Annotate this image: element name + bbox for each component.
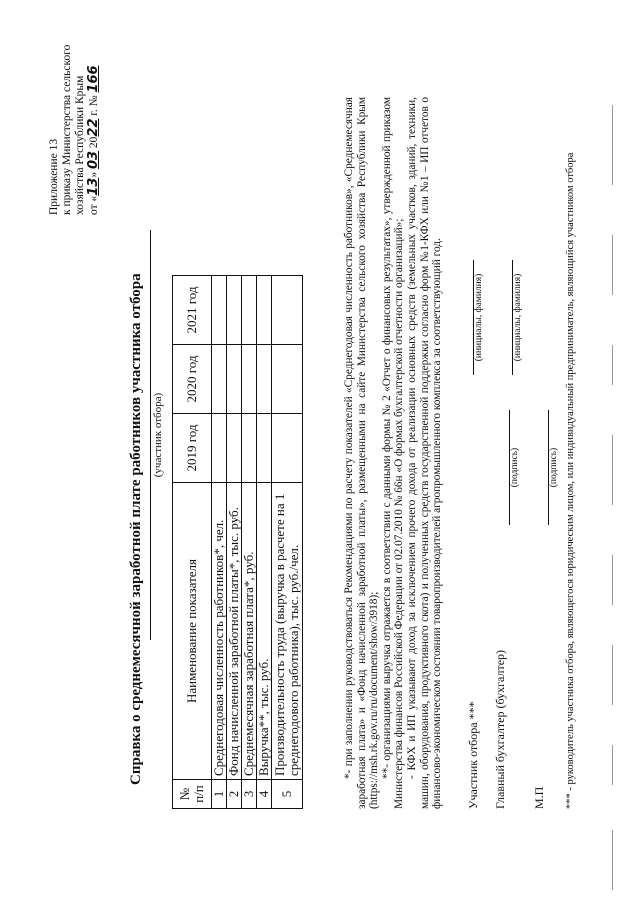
row-num: 5 bbox=[272, 780, 303, 809]
indicators-table bbox=[172, 275, 303, 809]
participant-caption: (участник отбора) bbox=[152, 392, 164, 478]
cell-2020 bbox=[242, 345, 257, 414]
note-paragraph: - КФХ и ИП указывают доход за исключением прочего дохода от реализации основных средств (земельных участков, зданий, техники, машин, оборудования, продуктивного скота) и полученных средств государственной поддержки согласно форм №1-КФХ или №1 – ИП отчетов о финансово-экономическом состоянии товаропроизводителей агропромышленного комплекса за соответствующий год. bbox=[405, 97, 444, 809]
participant-underline bbox=[150, 230, 151, 640]
accountant-signature-caption: (подпись) bbox=[510, 447, 520, 488]
date-month: 03 bbox=[86, 150, 101, 170]
scan-edge-mark bbox=[612, 745, 613, 785]
scan-edge-mark bbox=[612, 105, 613, 185]
cell-2019 bbox=[257, 414, 272, 483]
date-day: 13 bbox=[86, 177, 101, 196]
table-row bbox=[227, 276, 242, 809]
cell-2021 bbox=[242, 276, 257, 345]
header-2020: 2020 год bbox=[173, 345, 212, 414]
table-row bbox=[257, 276, 272, 809]
table-row bbox=[212, 276, 227, 809]
row-name: Среднегодовая численность работников*, чел. bbox=[212, 483, 227, 780]
scan-edge-mark bbox=[612, 830, 613, 890]
number-label: г. № bbox=[88, 95, 100, 116]
appendix-line-2: к приказу Министерства сельского bbox=[61, 44, 73, 215]
note-paragraph: *- при заполнении руководствоваться Рекомендациями по расчету показателей «Среднегодовая численность работников», «Среднемесячная заработная плата» и «Фонд начисленной заработной платы», размещенными на сайте Министерства сельского хозяйства Республики Крым (https://msh.rk.gov.ru/ru/document/show/3918); bbox=[343, 97, 381, 809]
table-row bbox=[272, 276, 303, 809]
year-suffix: 22 bbox=[86, 118, 101, 137]
participant-name-caption: (инициалы, фамилия) bbox=[474, 273, 484, 362]
header-2019: 2019 год bbox=[173, 414, 212, 483]
footnote: *** - руководитель участника отбора, являющегося юридическим лицом, или индивидуальный предприниматель, являющийся участником отбора bbox=[565, 152, 576, 809]
year-prefix: 20 bbox=[88, 136, 100, 149]
scan-edge-mark bbox=[612, 555, 613, 605]
scan-edge-mark bbox=[612, 345, 613, 385]
document-title: Справка о среднемесячной заработной плате работников участника отбора bbox=[128, 273, 144, 785]
cell-2019 bbox=[242, 414, 257, 483]
row-name: Среднемесячная заработная плата*, руб. bbox=[242, 483, 257, 780]
appendix-date-line bbox=[87, 15, 101, 215]
header-2021: 2021 год bbox=[173, 276, 212, 345]
appendix-line-1: Приложение 13 bbox=[48, 138, 60, 215]
row-num: 4 bbox=[257, 780, 272, 809]
participant-label: Участник отбора *** bbox=[466, 701, 480, 809]
appendix-line-3: хозяйства Республики Крым bbox=[74, 75, 86, 215]
cell-2019 bbox=[272, 414, 303, 483]
stamp-signature-caption: (подпись) bbox=[549, 447, 559, 488]
cell-2020 bbox=[272, 345, 303, 414]
header-num: № п/п bbox=[173, 780, 212, 809]
cell-2019 bbox=[227, 414, 242, 483]
notes-block bbox=[343, 97, 444, 809]
table-header-row bbox=[173, 276, 212, 809]
row-name: Выручка**, тыс. руб. bbox=[257, 483, 272, 780]
row-num: 1 bbox=[212, 780, 227, 809]
stamp-label: М.П bbox=[532, 786, 546, 809]
header-name: Наименование показателя bbox=[173, 483, 212, 780]
date-prefix: от « bbox=[88, 195, 100, 215]
cell-2019 bbox=[212, 414, 227, 483]
cell-2021 bbox=[227, 276, 242, 345]
date-sep: » bbox=[88, 171, 100, 178]
accountant-name-caption: (инициалы, фамилия) bbox=[513, 273, 523, 362]
cell-2020 bbox=[212, 345, 227, 414]
cell-2020 bbox=[227, 345, 242, 414]
cell-2021 bbox=[257, 276, 272, 345]
scan-edge-mark bbox=[612, 645, 613, 705]
cell-2021 bbox=[272, 276, 303, 345]
row-num: 2 bbox=[227, 780, 242, 809]
cell-2021 bbox=[212, 276, 227, 345]
row-num: 3 bbox=[242, 780, 257, 809]
row-name: Фонд начисленной заработной платы*, тыс. руб. bbox=[227, 483, 242, 780]
scan-edge-mark bbox=[612, 435, 613, 505]
scan-edge-mark bbox=[612, 235, 613, 295]
row-name: Производительность труда (выручка в расчете на 1 среднегодового работника), тыс. руб./чел. bbox=[272, 483, 303, 780]
appendix-header bbox=[48, 15, 101, 215]
table-row bbox=[242, 276, 257, 809]
chief-accountant-label: Главный бухгалтер (бухгалтер) bbox=[493, 649, 507, 809]
cell-2020 bbox=[257, 345, 272, 414]
note-paragraph: **- организациями выручка отражается в соответствии с данными формы № 2 «Отчет о финансовых результатах», утвержденной приказом Министерства финансов Российской Федерации от 02.07.2010 № 66н «О формах бухгалтерской отчетности организаций»; bbox=[380, 97, 406, 809]
order-number: 166 bbox=[86, 65, 101, 93]
